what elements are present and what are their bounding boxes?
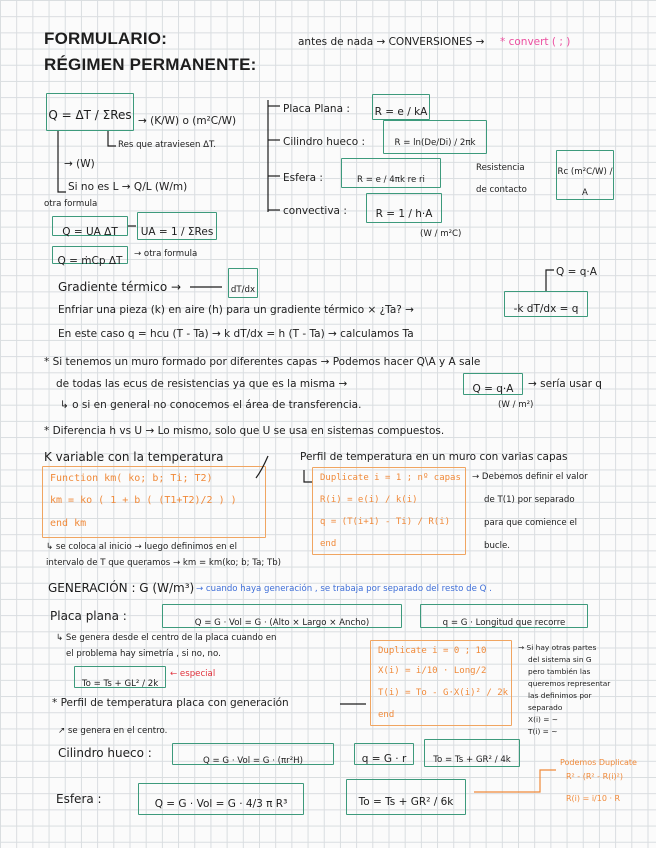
center-note-1: ↳ Se genera desde el centro de la placa cuando en [56,633,277,643]
wall-unit: (W / m²) [498,400,534,410]
flat-plate-label: Placa Plana : [283,103,350,115]
wall-qa-formula: Q = q·A [472,383,514,395]
tp-note-2: de T(1) por separado [484,495,575,505]
gen-dup-line-2: X(i) = i/10 · Long/2 [378,666,487,676]
convective-unit: (W / m²C) [420,229,462,239]
gen-dup-line-1: Duplicate i = 0 ; 10 [378,646,487,656]
k-variable-title: K variable con la temperatura [44,450,224,464]
temp-profile-title: Perfil de temperatura en un muro con varias capas [300,451,568,463]
contact-r-formula: Rc (m²C/W) / A [557,167,613,198]
tp-code-line-2: R(i) = e(i) / k(i) [320,495,418,505]
gradient-text-2: En este caso q = hcu (T - Ta) → k dT/dx = h (T - Ta) → calculamos Ta [58,328,414,340]
tp-note-1: → Debemos definir el valor [472,472,588,482]
hollow-cylinder-label: Cilindro hueco : [283,136,366,148]
gen-side-3: pero también las [528,667,591,676]
k-curve [256,456,268,478]
gen-side-5: las definimos por [528,691,592,700]
gen-flat-q-formula: Q = G · Vol = G · (Alto × Largo × Ancho) [194,618,370,628]
main-heat-formula: Q = ΔT / ΣRes [48,108,132,122]
gen-cyl-q-formula: Q = G · Vol = G · (πr²H) [203,756,303,766]
wall-text-2: de todas las ecus de resistencias ya que es la misma → [56,378,348,390]
k-note-2: intervalo de T que queramos → km = km(ko; b; Ta; Tb) [46,558,282,568]
title-formulario: FORMULARIO: [44,29,168,48]
tp-note-4: bucle. [484,541,511,551]
gen-dup-line-4: end [378,710,395,720]
sphere-r-formula: R = e / 4πk re ri [357,175,425,185]
gen-flat-qlen-formula: q = G · Longitud que recorre [442,618,566,628]
gen-dup-line-3: T(i) = To - G·X(i)² / 2k [378,688,509,698]
gradient-label: Gradiente térmico → [58,280,182,294]
flat-plate-r-formula: R = e / kA [374,106,428,118]
tp-code-line-4: end [320,539,337,549]
cyl-orange-arrow [474,770,556,792]
gradient-formula: dT/dx [230,285,256,295]
else-note: Si no es L → Q/L (W/m) [68,181,188,193]
title-regimen: RÉGIMEN PERMANENTE: [44,55,257,74]
gen-sphere-q-formula: Q = G · Vol = G · 4/3 π R³ [154,798,288,810]
contact-label-1: Resistencia [476,163,525,173]
cyl-dup-note-3: R(i) = i/10 · R [566,794,621,803]
wall-text-2b: → sería usar q [528,378,602,390]
else-line [58,131,66,192]
gen-side-1: → Si hay otras partes [518,643,597,652]
k-code-line-2: km = ko ( 1 + b ( (T1+T2)/2 ) ) [50,495,237,506]
special-note: ← especial [170,669,216,679]
tp-note-3: para que comience el [484,518,578,528]
gen-cyl-to-formula: To = Ts + GR² / 4k [433,755,511,765]
h-vs-u-note: * Diferencia h vs U → Lo mismo, solo que U se usa en sistemas compuestos. [44,425,445,437]
contact-label-2: de contacto [476,185,527,195]
k-code-line-3: end km [50,518,87,529]
other-form-label: otra formula [44,199,98,209]
gen-flat-plate-label: Placa plana : [50,609,127,623]
gen-cyl-qr-formula: q = G · r [361,753,407,765]
watt-unit: → (W) [64,158,95,170]
mcp-note: → otra formula [134,249,198,259]
gen-sphere-to-formula: To = Ts + GR² / 6k [358,796,454,808]
tp-arrow [304,470,312,482]
generation-note: → cuando haya generación , se trabaja por separado del resto de Q . [196,584,492,594]
gen-side-4: queremos representar [528,679,611,688]
tp-code-line-1: Duplicate i = 1 ; nº capas [320,473,461,483]
wall-text-3: ↳ o si en general no conocemos el área de transferencia. [60,399,362,411]
wall-text-1: * Si tenemos un muro formado por diferentes capas → Podemos hacer Q\A y A sale [44,356,481,368]
gen-side-7: X(i) = ~ [528,715,558,724]
k-code-line-1: Function km( ko; b; Ti; T2) [50,473,213,484]
gen-side-6: separado [528,703,563,712]
sphere-label: Esfera : [283,172,323,184]
fourier-formula: -k dT/dx = q [513,303,579,315]
convective-label: convectiva : [283,205,347,217]
convective-r-formula: R = 1 / h·A [375,208,433,220]
resistance-units: → (K/W) o (m²C/W) [138,115,237,127]
gen-side-2: del sistema sin G [528,655,592,664]
k-note-1: ↳ se coloca al inicio → luego definimos en el [46,542,237,552]
center-note-2: el problema hay simetría , si no, no. [66,649,221,659]
gen-cylinder-label: Cilindro hueco : [58,746,152,760]
conversions-label: antes de nada → CONVERSIONES → [298,36,485,48]
res-note-line [108,131,116,146]
gen-to-formula: To = Ts + GL² / 2k [81,679,159,689]
gen-side-8: T(i) = ~ [528,727,558,736]
ua-formula: Q = UA ΔT [62,226,118,238]
q-qa-line [546,270,554,291]
cyl-dup-note-1: Podemos Duplicate [560,758,637,767]
gen-sphere-label: Esfera : [56,792,102,806]
generation-label: GENERACIÓN : G (W/m³) [48,581,195,595]
mcp-formula: Q = ṁCp ΔT [57,255,123,267]
tp-code-line-3: q = (T(i+1) - Ti) / R(i) [320,517,451,527]
gen-profile-note: * Perfil de temperatura placa con generación [52,697,289,709]
ua-definition: UA = 1 / ΣRes [140,226,214,238]
cyl-center-note: ↗ se genera en el centro. [58,726,168,736]
cyl-dup-note-2: R² - (R² - R(i)²) [566,772,623,781]
gradient-text-1: Enfriar una pieza (k) en aire (h) para un gradiente térmico × ¿Ta? → [58,304,414,316]
hollow-cylinder-r-formula: R = ln(De/Di) / 2πk [394,138,476,148]
res-note: Res que atraviesen ΔT. [118,140,216,150]
convert-command: * convert ( ; ) [500,36,571,48]
q-equals-qa: Q = q·A [556,266,597,278]
